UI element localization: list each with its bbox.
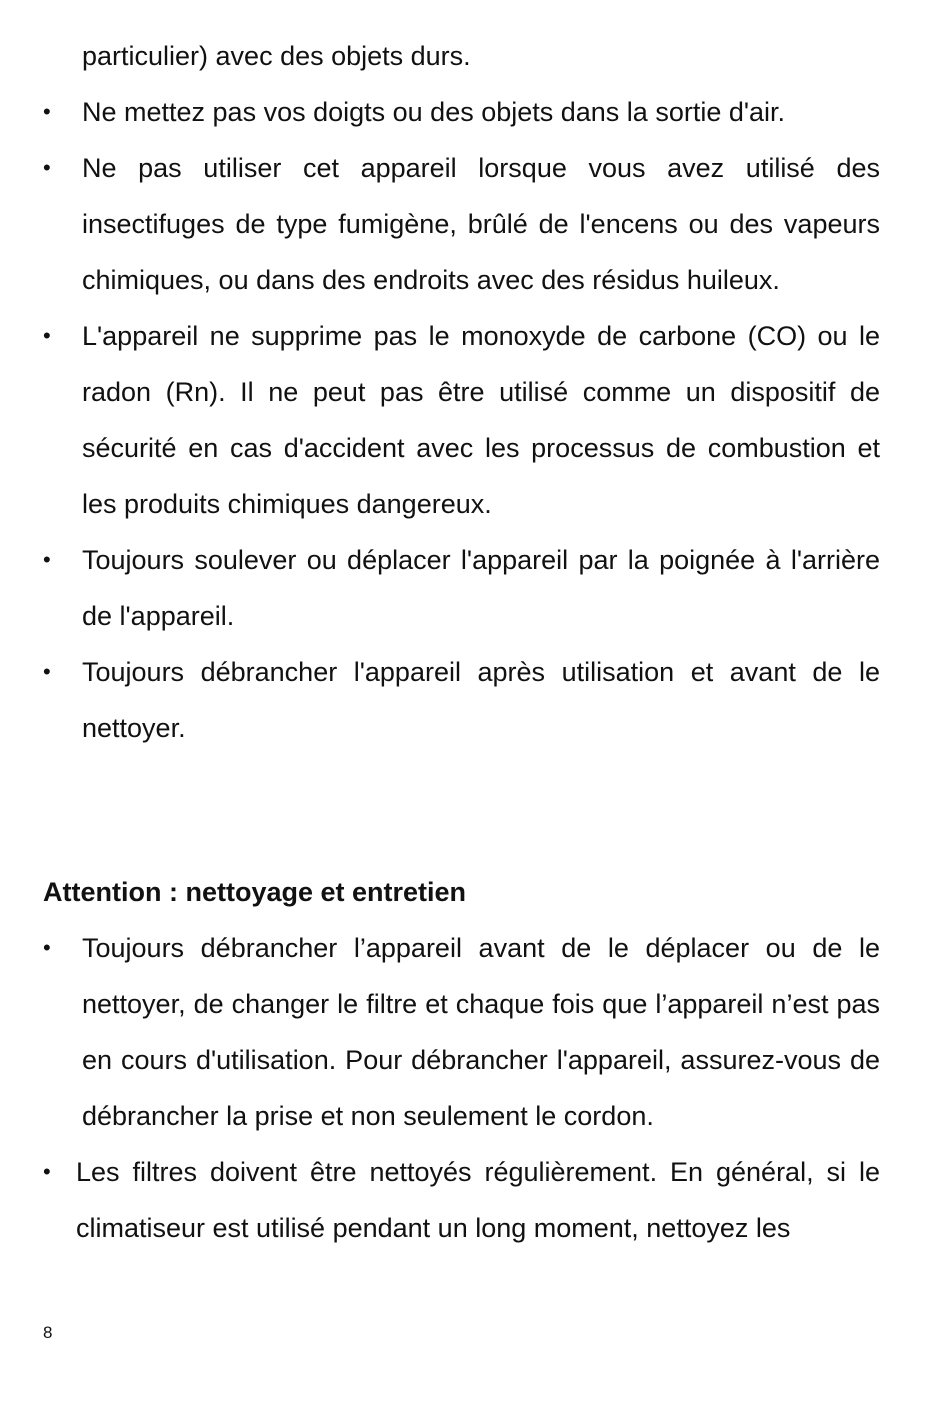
- list-item: [0, 1144, 950, 1256]
- list-item-text: Toujours débrancher l’appareil avant de le déplacer ou de le nettoyer, de changer le filtre et chaque fois que l’appareil n’est pas en cours d'utilisation. Pour débrancher l'appareil, assurez-vous de débrancher la prise et non seulement le cordon.: [82, 933, 880, 1131]
- list-item: [0, 532, 950, 644]
- bullet-icon: •: [43, 547, 51, 572]
- bullet-icon: •: [43, 935, 51, 960]
- list-item-text: Ne pas utiliser cet appareil lorsque vous avez utilisé des insectifuges de type fumigène, brûlé de l'encens ou des vapeurs chimiques, ou dans des endroits avec des résidus huileux.: [82, 153, 880, 295]
- list-item: [0, 84, 950, 140]
- cleaning-list: [0, 920, 950, 1256]
- list-item: [0, 140, 950, 308]
- list-item-text: Toujours soulever ou déplacer l'appareil par la poignée à l'arrière de l'appareil.: [82, 545, 880, 631]
- list-item-text: Toujours débrancher l'appareil après utilisation et avant de le nettoyer.: [82, 657, 880, 743]
- bullet-icon: •: [43, 659, 51, 684]
- list-item-text: L'appareil ne supprime pas le monoxyde de carbone (CO) ou le radon (Rn). Il ne peut pas être utilisé comme un dispositif de sécurité en cas d'accident avec les processus de combustion et les produits chimiques dangereux.: [82, 321, 880, 519]
- list-item: [0, 920, 950, 1144]
- continuation-text: particulier) avec des objets durs.: [82, 41, 471, 71]
- bullet-icon: •: [43, 155, 51, 180]
- list-item-text: Ne mettez pas vos doigts ou des objets dans la sortie d'air.: [82, 97, 786, 127]
- list-item-text: Les filtres doivent être nettoyés régulièrement. En général, si le climatiseur est utilisé pendant un long moment, nettoyez les: [76, 1157, 880, 1243]
- bullet-icon: •: [43, 99, 51, 124]
- bullet-icon: •: [43, 1159, 51, 1184]
- safety-list: [0, 84, 950, 756]
- list-item: [0, 308, 950, 532]
- list-item: [0, 644, 950, 756]
- page-number: 8: [43, 1323, 53, 1342]
- bullet-icon: •: [43, 323, 51, 348]
- section-heading: Attention : nettoyage et entretien: [43, 877, 467, 907]
